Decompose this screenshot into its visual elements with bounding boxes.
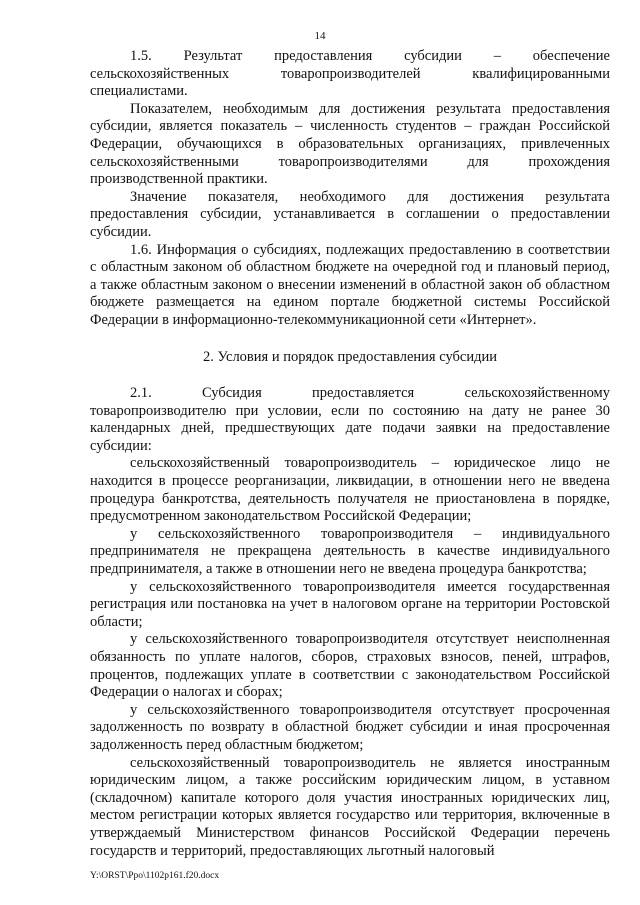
page-number: 14 (314, 30, 326, 42)
section-heading: 2. Условия и порядок предоставления субсидии (202, 348, 497, 365)
paragraph-indicator-value: Значение показателя, необходимого для достижения результата предоставления субсидии, устанавливается в соглашении о предоставлении субсидии. (90, 188, 610, 240)
condition-not-foreign-entity: сельскохозяйственный товаропроизводитель не является иностранным юридическим лицом, а также российским юридическим лицом, в уставном (складочном) капитале которого доля участия иностранных юридических лиц, местом регистрации которых является государство или территория, включенные в утверждаемый Министерством финансов Российской Федерации перечень государств и территорий, предоставляющих льготный налоговый (90, 754, 610, 859)
condition-no-budget-debt: у сельскохозяйственного товаропроизводителя отсутствует просроченная задолженность по возврату в областной бюджет субсидии и иная просроченная задолженность перед областным бюджетом; (90, 701, 610, 753)
condition-legal-entity: сельскохозяйственный товаропроизводитель – юридическое лицо не находится в процессе реорганизации, ликвидации, в отношении него не введена процедура банкротства, деятельность получателя не приостановлена в порядке, предусмотренном законодательством Российской Федерации; (90, 455, 610, 525)
paragraph-1-6: 1.6. Информация о субсидиях, подлежащих предоставлению в соответствии с областным законом об областном бюджете на очередной год и плановый период, а также областным законом о внесении изменений в областной закон об областном бюджете размещается на едином портале бюджетной системы Российской Федерации в информационно-телекоммуникационной сети «Интернет». (90, 241, 610, 328)
paragraph-1-5: 1.5. Результат предоставления субсидии – обеспечение сельскохозяйственных товаропроизводителей квалифицированными специалистами. (90, 48, 610, 100)
condition-no-tax-debt: у сельскохозяйственного товаропроизводителя отсутствует неисполненная обязанность по уплате налогов, сборов, страховых взносов, пеней, штрафов, процентов, подлежащих уплате в соответствии с законодательством Российской Федерации о налогах и сборах; (90, 631, 610, 701)
condition-individual-entrepreneur: у сельскохозяйственного товаропроизводителя – индивидуального предпринимателя не прекращена деятельность в качестве индивидуального предпринимателя, а также в отношении него не введена процедура банкротства; (90, 525, 610, 578)
document-body (90, 48, 610, 860)
condition-registration: у сельскохозяйственного товаропроизводителя имеется государственная регистрация или постановка на учет в налоговом органе на территории Ростовской области; (90, 578, 610, 630)
paragraph-indicator: Показателем, необходимым для достижения результата предоставления субсидии, является показатель – численность студентов – граждан Российской Федерации, обучающихся в образовательных организациях, привлеченных сельскохозяйственными товаропроизводителями для прохождения производственной практики. (90, 100, 610, 188)
footer-file-path: Y:\ORST\Ppo\1102p161.f20.docx (90, 871, 220, 881)
paragraph-2-1: 2.1. Субсидия предоставляется сельскохозяйственному товаропроизводителю при условии, если по состоянию на дату не ранее 30 календарных дней, предшествующих дате подачи заявки на предоставление субсидии: (90, 385, 610, 454)
